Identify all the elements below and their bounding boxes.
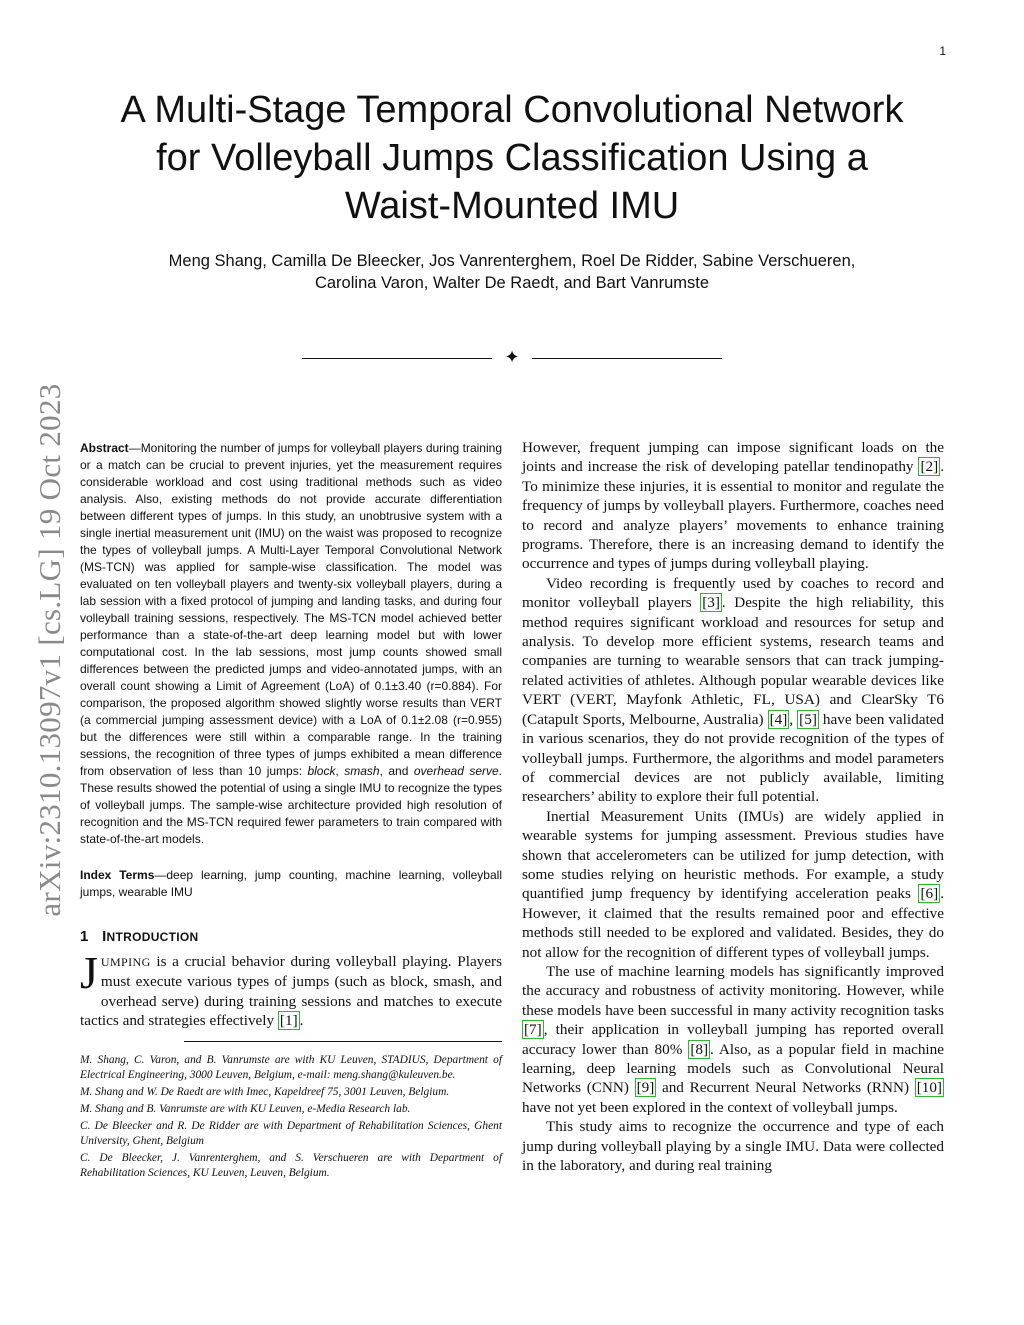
page-number: 1	[939, 44, 946, 58]
title-divider	[302, 347, 722, 371]
intro-paragraph	[80, 947, 502, 1031]
abstract	[80, 440, 502, 848]
index-terms-text: —deep learning, jump counting, machine learning, volleyball jumps, wearable IMU	[80, 868, 502, 899]
abstract-label: Abstract	[80, 441, 129, 455]
citation-link[interactable]: [6]	[920, 885, 939, 903]
body-paragraph	[522, 807, 944, 962]
footnote: M. Shang, C. Varon, and B. Vanrumste are with KU Leuven, STADIUS, Department of Electrical Engineering, 3000 Leuven, Belgium, e-mail: meng.shang@kuleuven.be.	[80, 1053, 502, 1081]
body-paragraph	[522, 438, 944, 574]
intro-text: is a crucial behavior during volleyball playing. Players must execute various types of jumps (such as block, smash, and overhead serve) during training sessions and matches to execute tactics and strategies effectively	[80, 953, 502, 1030]
paragraph-text: ,	[789, 710, 798, 728]
section-title-rest: NTRODUCTION	[106, 930, 199, 944]
paragraph-text: . Despite the high reliability, this method requires significant workload and resources for setup and analysis. To develop more efficient systems, research teams and companies are turning to wearable sensors that can track jumping-related activities of athletes. Although popular wearable devices like VERT (VERT, Mayfonk Athletic, FL, USA) and ClearSky T6 (Catapult Sports, Melbourne, Australia)	[522, 594, 944, 728]
abstract-text: —Monitoring the number of jumps for volleyball players during training or a match can be crucial to prevent injuries, yet the measurement requires considerable workload and cost using traditional methods such as video analysis. Also, existing methods do not provide accurate differentiation between different types of jumps. In this study, an unobtrusive system with a single inertial measurement unit (IMU) on the waist was proposed to recognize the types of volleyball jumps. A Multi-Layer Temporal Convolutional Network (MS-TCN) was applied for sample-wise classification. The model was evaluated on ten volleyball players and twenty-six volleyball players, during a lab session with a fixed protocol of jumping and landing tasks, and during four volleyball training sessions, respectively. The MS-TCN model achieved better performance than a state-of-the-art deep learning model but with lower computational cost. In the lab sessions, most jump counts showed small differences between the predicted jumps and video-annotated jumps, with an overall count showing a Limit of Agreement (LoA) of 0.1±3.40 (r=0.884). For comparison, the proposed algorithm showed slightly worse results than VERT (a commercial jumping assessment device) with a LoA of 0.1±2.08 (r=0.955) but the differences were still within a comparable range. In the training sessions, the recognition of three types of jumps exhibited a mean difference from observation of less than 10 jumps:	[80, 441, 502, 778]
index-terms-label: Index Terms	[80, 868, 155, 882]
citation-link[interactable]: [4]	[769, 710, 788, 728]
citation-link[interactable]: [7]	[524, 1021, 542, 1039]
paragraph-text: Inertial Measurement Units (IMUs) are widely applied in wearable systems for jumping assessment. Previous studies have shown that accelerometers can be utilized for jump detection, with some studies relying on heuristic methods. For example, a study quantified jump frequency by identifying acceleration peaks	[522, 807, 944, 903]
citation-link[interactable]: [5]	[799, 710, 817, 728]
right-column	[522, 438, 944, 1175]
author-list	[80, 250, 944, 294]
footnote-rule	[184, 1041, 502, 1042]
paragraph-text: . Also, as a popular field in machine learning, deep learning models such as Convolutional Neural Networks (CNN)	[522, 1040, 944, 1097]
citation-link[interactable]: [3]	[702, 594, 720, 612]
footnote: C. De Bleecker and R. De Ridder are with Department of Rehabilitation Sciences, Ghent University, Ghent, Belgium	[80, 1119, 502, 1147]
paragraph-text: and Recurrent Neural Networks (RNN)	[656, 1079, 915, 1097]
paragraph-text: Video recording is frequently used by coaches to record and monitor volleyball players	[522, 574, 944, 612]
citation-link[interactable]: [1]	[279, 1012, 298, 1030]
authors-line: Carolina Varon, Walter De Raedt, and Bart Vanrumste	[314, 274, 710, 292]
citation-link[interactable]: [8]	[690, 1040, 709, 1058]
drop-cap: J	[80, 947, 98, 998]
title-line: for Volleyball Jumps Classification Using a	[156, 137, 868, 179]
abstract-separator: ,	[335, 764, 345, 778]
section-title-first: I	[102, 928, 107, 945]
abstract-text-end: . These results showed the potential of using a single IMU to recognize the types of volleyball jumps. The sample-wise architecture provided high resolution of recognition and the MS-TCN required fewer parameters to train compared with state-of-the-art models.	[80, 764, 503, 846]
authors-line: Meng Shang, Camilla De Bleecker, Jos Vanrenterghem, Roel De Ridder, Sabine Verschueren,	[168, 252, 856, 270]
citation-link[interactable]: [2]	[920, 458, 939, 476]
intro-smallcaps: UMPING	[100, 955, 151, 969]
body-paragraph	[522, 574, 944, 807]
title-line: Waist-Mounted IMU	[344, 185, 680, 227]
title-line: A Multi-Stage Temporal Convolutional Network	[120, 89, 904, 131]
divider-rule-right	[532, 358, 722, 359]
arxiv-stamp	[30, 360, 70, 940]
body-paragraph	[522, 962, 944, 1117]
arxiv-id: arXiv:2310.13097v1 [cs.LG] 19 Oct 2023	[32, 383, 67, 917]
paragraph-text: have not yet been explored in the context of volleyball jumps.	[522, 1098, 898, 1116]
divider-star-icon: ✦	[504, 347, 520, 368]
abstract-separator: , and	[379, 764, 414, 778]
paragraph-text: . However, it claimed that the results remained poor and effective methods still needed to be explored and validated. Besides, they do not allow for the recognition of different types of volleyball jumps.	[522, 885, 944, 961]
body-paragraph: This study aims to recognize the occurrence and type of each jump during volleyball playing by a single IMU. Data were collected in the laboratory, and during real training	[522, 1118, 944, 1175]
paragraph-text: , their application in volleyball jumping has reported overall accuracy lower than 80%	[522, 1021, 944, 1058]
intro-text-end: .	[299, 1012, 304, 1030]
abstract-term-smash: smash	[344, 764, 380, 778]
paragraph-text: The use of machine learning models has significantly improved the accuracy and robustness of activity monitoring. However, while these models have been successful in many activity recognition tasks	[522, 962, 944, 1019]
left-column	[80, 440, 502, 1183]
footnote: M. Shang and B. Vanrumste are with KU Leuven, e-Media Research lab.	[80, 1102, 411, 1115]
section-heading-introduction	[80, 928, 502, 945]
abstract-term-overhead: overhead serve	[413, 764, 499, 778]
abstract-term-block: block	[307, 764, 336, 778]
citation-link[interactable]: [10]	[916, 1079, 942, 1097]
footnote: M. Shang and W. De Raedt are with Imec, Kapeldreef 75, 3001 Leuven, Belgium.	[80, 1085, 450, 1098]
citation-link[interactable]: [9]	[636, 1079, 655, 1097]
paragraph-text: . To minimize these injuries, it is essential to monitor and regulate the frequency of jumps by volleyball players. Furthermore, coaches need to record and analyze players’ movements to enhance training programs. Therefore, there is an increasing demand to identify the occurrence and types of jumps during volleyball playing.	[522, 458, 944, 573]
divider-rule-left	[302, 358, 492, 359]
paragraph-text: However, frequent jumping can impose significant loads on the joints and increase the risk of developing patellar tendinopathy	[522, 439, 944, 476]
footnote: C. De Bleecker, J. Vanrenterghem, and S. Verschueren are with Department of Rehabilitation Sciences, KU Leuven, Leuven, Belgium.	[80, 1151, 502, 1179]
section-number: 1	[80, 928, 89, 945]
paragraph-text: have been validated in various scenarios, they do not provide recognition of the types of volleyball jumps. Furthermore, the algorithms and model parameters of commercial devices are not publicly available, limiting researchers’ ability to explore their full potential.	[522, 710, 944, 806]
paper-title	[80, 86, 944, 230]
index-terms	[80, 867, 502, 901]
